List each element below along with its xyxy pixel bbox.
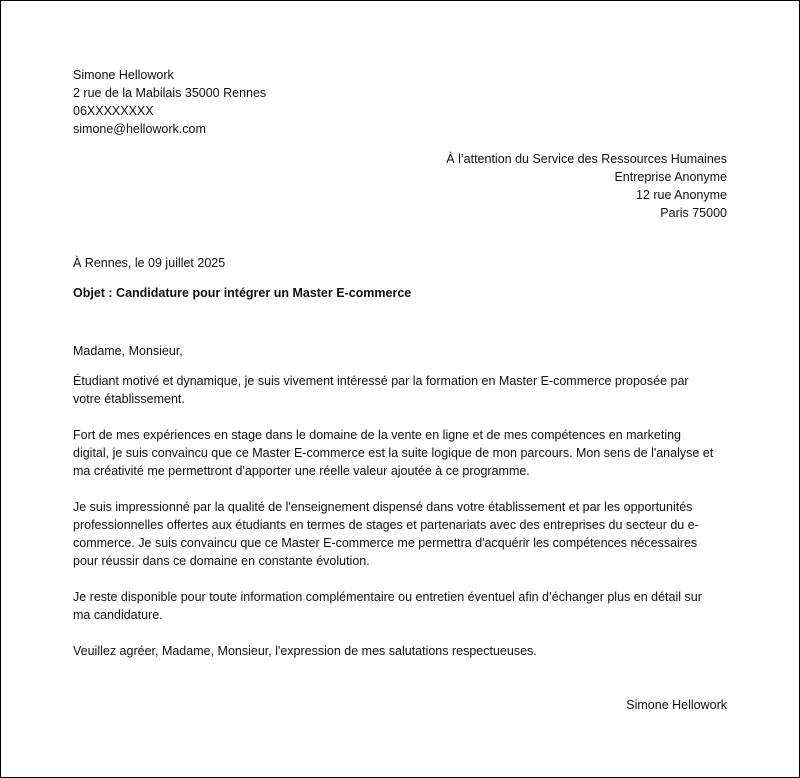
- paragraph-line: Je suis impressionné par la qualité de l'enseignement dispensé dans votre établissement et par les opportunités: [73, 500, 693, 514]
- paragraph-4: [73, 588, 733, 624]
- paragraph-line: votre établissement.: [73, 392, 185, 406]
- sender-name: Simone Hellowork: [73, 68, 174, 82]
- paragraph-line: Fort de mes expériences en stage dans le domaine de la vente en ligne et de mes compétences en marketing: [73, 428, 681, 442]
- sender-address: 2 rue de la Mabilais 35000 Rennes: [73, 86, 267, 100]
- closing-line: Veuillez agréer, Madame, Monsieur, l'expression de mes salutations respectueuses.: [73, 644, 537, 658]
- recipient-attention: À l’attention du Service des Ressources Humaines: [446, 152, 727, 166]
- sender-block: [73, 66, 473, 138]
- paragraph-2: [73, 426, 733, 480]
- paragraph-line: ma créativité me permettront d'apporter une réelle valeur ajoutée à ce programme.: [73, 464, 530, 478]
- paragraph-line: Je reste disponible pour toute information complémentaire ou entretien éventuel afin d’échanger plus en détail sur: [73, 590, 702, 604]
- date-line: À Rennes, le 09 juillet 2025: [73, 256, 226, 270]
- paragraph-3: [73, 498, 733, 570]
- recipient-street: 12 rue Anonyme: [635, 188, 727, 202]
- recipient-block: [327, 150, 727, 222]
- paragraph-line: Étudiant motivé et dynamique, je suis vivement intéressé par la formation en Master E-commerce proposée par: [73, 374, 689, 388]
- paragraph-line: professionnelles offertes aux étudiants en termes de stages et partenariats avec des entreprises du secteur du e-: [73, 518, 699, 532]
- paragraph-line: ma candidature.: [73, 608, 163, 622]
- salutation: Madame, Monsieur,: [73, 344, 183, 358]
- recipient-city: Paris 75000: [660, 206, 727, 220]
- subject-line: Objet : Candidature pour intégrer un Master E-commerce: [73, 286, 412, 300]
- sender-email: simone@hellowork.com: [73, 122, 206, 136]
- paragraph-line: pour réussir dans ce domaine en constante évolution.: [73, 554, 370, 568]
- sender-phone: 06XXXXXXXX: [73, 104, 154, 118]
- paragraph-line: commerce. Je suis convaincu que ce Master E-commerce me permettra d'acquérir les compétences nécessaires: [73, 536, 698, 550]
- signature: Simone Hellowork: [626, 698, 727, 712]
- recipient-company: Entreprise Anonyme: [614, 170, 727, 184]
- paragraph-line: digital, je suis convaincu que ce Master E-commerce est la suite logique de mon parcours. Mon sens de l'analyse et: [73, 446, 714, 460]
- paragraph-1: [73, 372, 733, 408]
